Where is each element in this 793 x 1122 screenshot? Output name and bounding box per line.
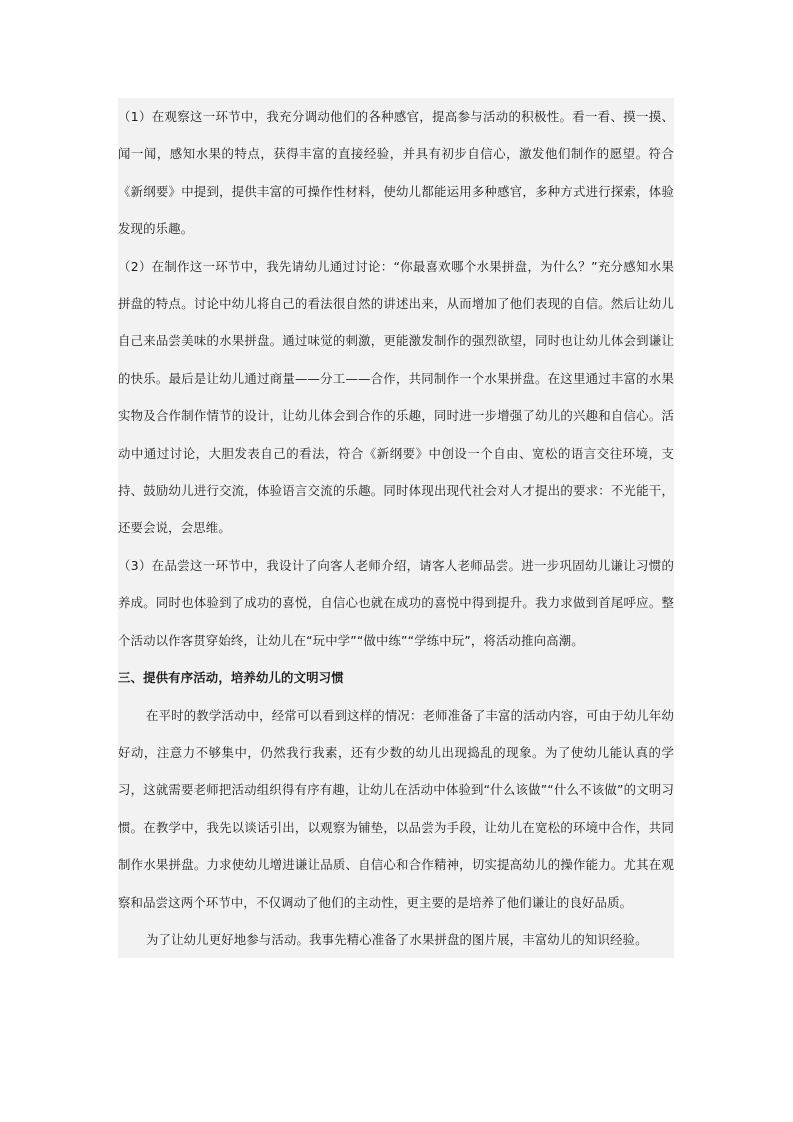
paragraph-taste: （3）在品尝这一环节中，我设计了向客人老师介绍，请客人老师品尝。进一步巩固幼儿谦让习惯的养成。同时也体验到了成功的喜悦，自信心也就在成功的喜悦中得到提升。我力求做到首尾呼应。整个活动以作客贯穿始终，让幼儿在“玩中学”“做中练”“学练中玩”，将活动推向高潮。 bbox=[118, 557, 674, 648]
paragraph-observe: （1）在观察这一环节中，我充分调动他们的各种感官，提高参与活动的积极性。看一看、摸一摸、闻一闻，感知水果的特点，获得丰富的直接经验，并具有初步自信心，激发他们制作的愿望。符合《新纲要》中提到，提供丰富的可操作性材料，使幼儿都能运用多种感官，多种方式进行探索，体验发现的乐趣。 bbox=[118, 109, 674, 237]
section-heading: 三、提供有序活动，培养幼儿的文明习惯 bbox=[118, 670, 344, 686]
paragraph-make: （2）在制作这一环节中，我先请幼儿通过讨论：“你最喜欢哪个水果拼盘，为什么？”充分感知水果拼盘的特点。讨论中幼儿将自己的看法很自然的讲述出来，从而增加了他们表现的自信。然后让幼儿自己来品尝美味的水果拼盘。通过味觉的刺激，更能激发制作的强烈欲望，同时也让幼儿体会到谦让的快乐。最后是让幼儿通过商量——分工——合作，共同制作一个水果拼盘。在这里通过丰富的水果实物及合作制作情节的设计，让幼儿体会到合作的乐趣，同时进一步增强了幼儿的兴趣和自信心。活动中通过讨论，大胆发表自己的看法，符合《新纲要》中创设一个自由、宽松的语言交往环境，支持、鼓励幼儿进行交流，体验语言交流的乐趣。同时体现出现代社会对人才提出的要求：不光能干，还要会说，会思维。 bbox=[118, 258, 674, 536]
paragraph-preparation: 为了让幼儿更好地参与活动。我事先精心准备了水果拼盘的图片展，丰富幼儿的知识经验。 bbox=[146, 931, 648, 947]
paragraph-orderly-activity: 在平时的教学活动中，经常可以看到这样的情况：老师准备了丰富的活动内容，可由于幼儿年幼好动，注意力不够集中，仍然我行我素，还有少数的幼儿出现捣乱的现象。为了使幼儿能认真的学习，这就需要老师把活动组织得有序有趣，让幼儿在活动中体验到“什么该做”“什么不该做”的文明习惯。在教学中，我先以谈话引出，以观察为铺垫，以品尝为手段，让幼儿在宽松的环境中合作，共同制作水果拼盘。力求使幼儿增进谦让品质、自信心和合作精神，切实提高幼儿的操作能力。尤其在观察和品尝这两个环节中，不仅调动了他们的主动性，更主要的是培养了他们谦让的良好品质。 bbox=[118, 707, 674, 910]
document-body bbox=[118, 98, 674, 958]
